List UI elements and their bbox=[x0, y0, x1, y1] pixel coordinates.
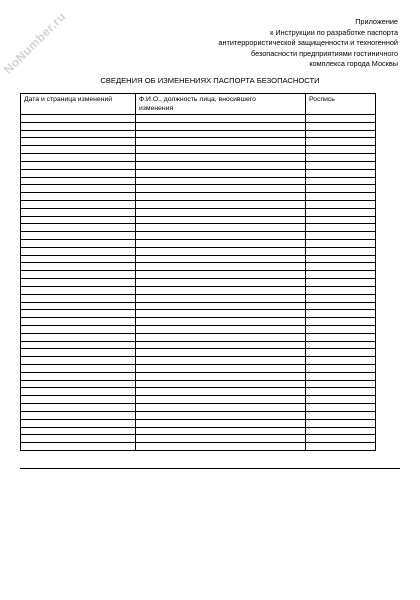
table-row-line bbox=[21, 325, 375, 326]
table-row-line bbox=[21, 130, 375, 131]
table-row-line bbox=[21, 286, 375, 287]
column-header-signature: Роспись bbox=[309, 96, 335, 103]
table-row-line bbox=[21, 419, 375, 420]
appendix-note bbox=[168, 17, 398, 70]
table-row-line bbox=[21, 434, 375, 435]
table-row-line bbox=[21, 411, 375, 412]
table-row-line bbox=[21, 380, 375, 381]
table-row-line bbox=[21, 364, 375, 365]
table-row-line bbox=[21, 184, 375, 185]
table-row-line bbox=[21, 348, 375, 349]
table-row-line bbox=[21, 372, 375, 373]
table-row-line bbox=[21, 255, 375, 256]
table-row-line bbox=[21, 333, 375, 334]
table-row-line bbox=[21, 114, 375, 115]
table-row-line bbox=[21, 192, 375, 193]
table-row-line bbox=[21, 145, 375, 146]
appendix-line: Приложение bbox=[355, 17, 398, 26]
table-row-line bbox=[21, 262, 375, 263]
changes-table bbox=[20, 93, 376, 451]
table-row-line bbox=[21, 395, 375, 396]
table-row-line bbox=[21, 247, 375, 248]
table-row-line bbox=[21, 403, 375, 404]
table-row-line bbox=[21, 270, 375, 271]
table-row-line bbox=[21, 427, 375, 428]
table-row-line bbox=[21, 223, 375, 224]
column-divider bbox=[135, 94, 136, 450]
document-title: СВЕДЕНИЯ ОБ ИЗМЕНЕНИЯХ ПАСПОРТА БЕЗОПАСНОСТИ bbox=[100, 76, 320, 85]
table-row-line bbox=[21, 216, 375, 217]
table-row-line bbox=[21, 200, 375, 201]
table-row-line bbox=[21, 356, 375, 357]
table-row-line bbox=[21, 231, 375, 232]
table-row-line bbox=[21, 278, 375, 279]
table-row-line bbox=[21, 177, 375, 178]
appendix-line: безопасности предприятиями гостиничного bbox=[250, 48, 398, 58]
table-row-line bbox=[21, 169, 375, 170]
table-row-line bbox=[21, 161, 375, 162]
table-row-line bbox=[21, 137, 375, 138]
bottom-divider bbox=[20, 468, 400, 469]
appendix-line: антитеррористической защищенности и техногенной bbox=[218, 38, 398, 48]
table-row-line bbox=[21, 153, 375, 154]
column-divider bbox=[305, 94, 306, 450]
table-row-line bbox=[21, 387, 375, 388]
column-header-name: Ф.И.О., должность лица, вносившего изменения bbox=[139, 96, 256, 112]
watermark: NoNumber.ru bbox=[0, 9, 69, 77]
table-row-line bbox=[21, 208, 375, 209]
table-row-line bbox=[21, 309, 375, 310]
table-row-line bbox=[21, 341, 375, 342]
appendix-line: к Инструкции по разработке паспорта bbox=[270, 27, 398, 37]
table-row-line bbox=[21, 317, 375, 318]
table-row-line bbox=[21, 294, 375, 295]
table-row-line bbox=[21, 442, 375, 443]
table-row-line bbox=[21, 239, 375, 240]
table-row-line bbox=[21, 122, 375, 123]
appendix-line: комплекса города Москвы bbox=[309, 59, 398, 69]
column-header-date: Дата и страница изменений bbox=[24, 96, 113, 103]
table-row-line bbox=[21, 302, 375, 303]
